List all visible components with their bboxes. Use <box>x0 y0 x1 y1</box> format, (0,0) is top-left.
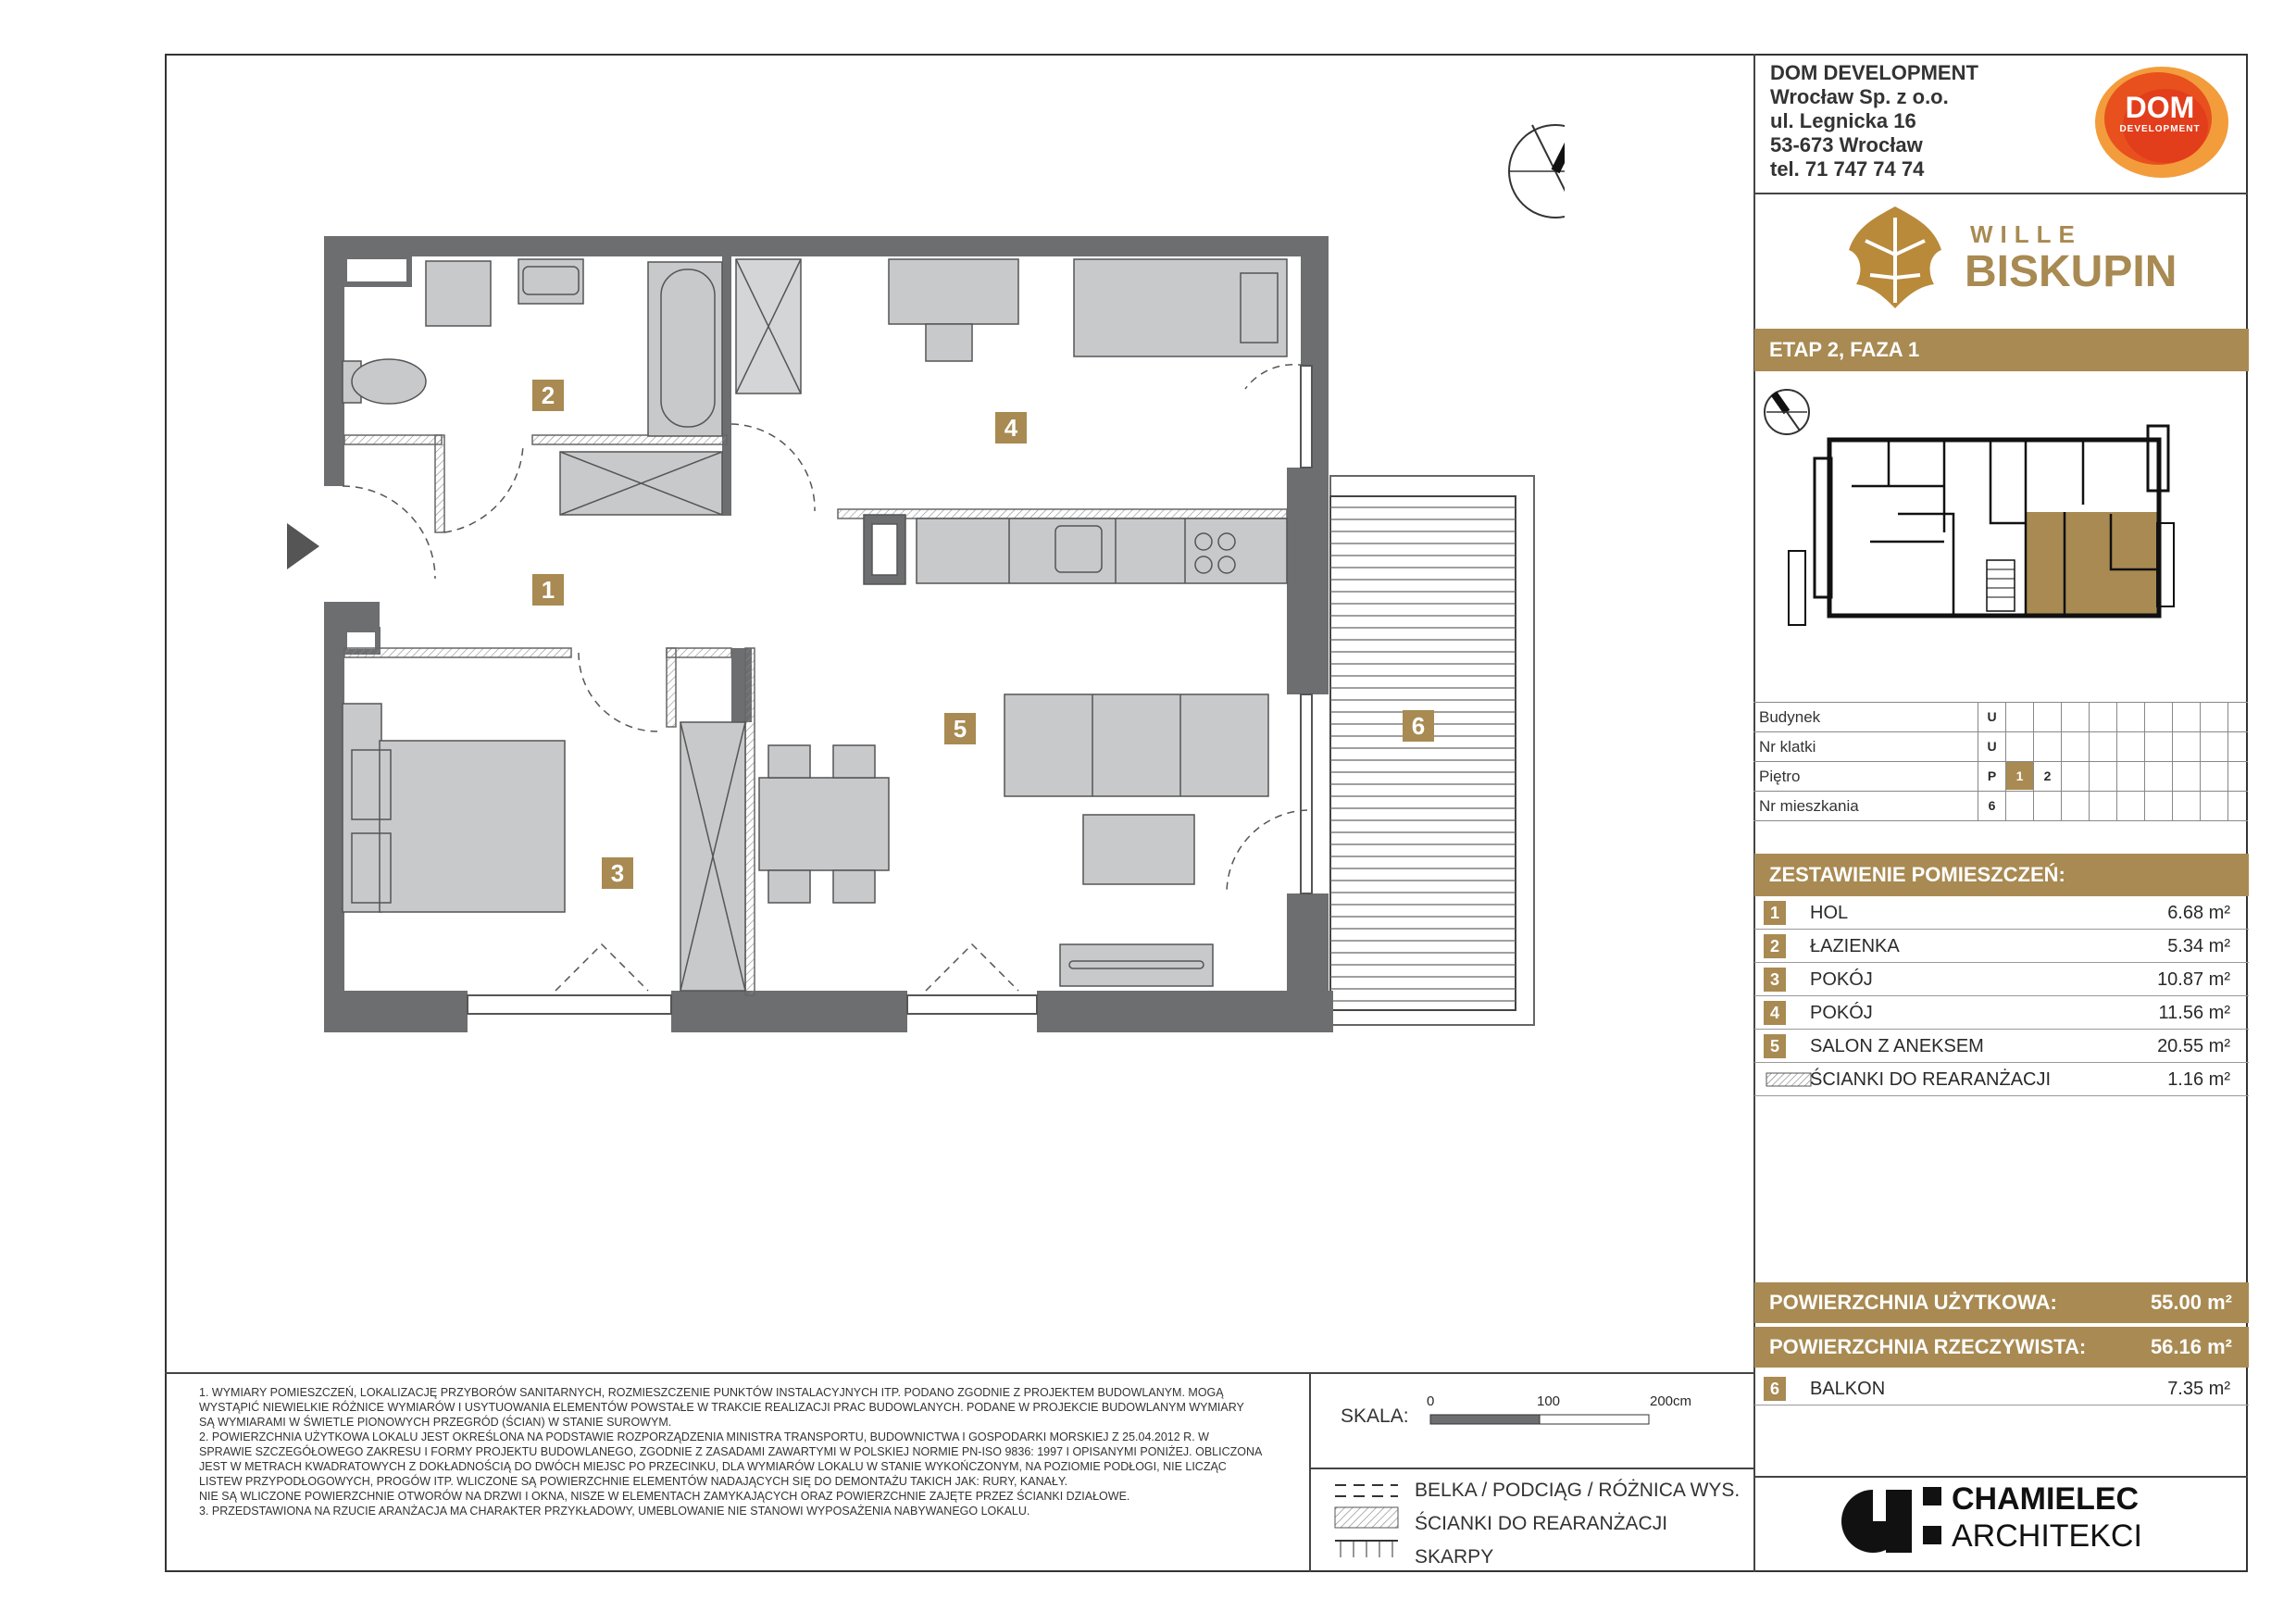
plan-marker-4: 4 <box>995 412 1027 443</box>
room-area: 7.35 m² <box>2167 1379 2230 1399</box>
info-cell-highlight: 1 <box>2005 762 2033 790</box>
real-area-bar <box>1754 1327 2249 1368</box>
rooms-header: ZESTAWIENIE POMIESZCZEŃ: <box>1754 854 2249 896</box>
info-cell: 6 <box>1978 792 2005 819</box>
room-area: 6.68 m² <box>2167 903 2230 923</box>
room-row <box>1754 930 2249 963</box>
room-number: 3 <box>1764 968 1786 992</box>
notes <box>199 1385 1264 1518</box>
notes-divider <box>165 1372 1753 1374</box>
project-logo-top: WILLE <box>1970 220 2082 248</box>
info-grid-line <box>2227 702 2228 820</box>
room-name: SALON Z ANEKSEM <box>1810 1036 1984 1056</box>
room-area: 11.56 m² <box>2158 1003 2230 1023</box>
room-number: 5 <box>1764 1034 1786 1058</box>
usable-area-bar <box>1754 1282 2249 1323</box>
note-line: SĄ WYMIARAMI W ŚWIETLE PIONOWYCH PRZEGRÓD (ŚCIAN) W STANIE SUROWYM. <box>199 1416 672 1429</box>
room-row <box>1754 1063 2249 1096</box>
note-line: SPRAWIE SZCZEGÓŁOWEGO ZAKRESU I FORMY PROJEKTU BUDOWLANEGO, ZGODNIE Z ZASADAMI ZAWARTYMI W POLSKIEJ NORMIE PN-ISO 9836: 1997 I OPISANYMI PONIŻEJ. OBLICZONA <box>199 1445 1263 1458</box>
plan-marker-2: 2 <box>532 380 564 411</box>
scale-label: SKALA: <box>1341 1405 1409 1427</box>
logo-square <box>1923 1526 1941 1544</box>
note-line: LISTEW PRZYPODŁOGOWYCH, PROGÓW ITP. WLICZONE SĄ POWIERZCHNIE ELEMENTÓW NADAJĄCYCH SIĘ DO DEMONTAŻU TAKICH JAK: RURY, KANAŁY. <box>199 1475 1068 1488</box>
dom-logo-subtext: DEVELOPMENT <box>2119 124 2201 134</box>
architect-divider <box>1753 1476 2248 1478</box>
legend-skarpy: SKARPY <box>1415 1546 1494 1568</box>
usable-area-value: 55.00 m² <box>2150 1291 2232 1314</box>
note-line: NIE SĄ WLICZONE POWIERZCHNIE OTWORÓW NA DRZWI I OKNA, NISZE W ELEMENTACH ZAMYKAJĄCYCH ORAZ POWIERZCHNIE ZAJĘTE PRZEZ ŚCIANKI DZIAŁOWE. <box>199 1490 1130 1503</box>
info-grid-line <box>2200 702 2201 820</box>
hatch-icon <box>1766 1072 1812 1087</box>
stage-bar: ETAP 2, FAZA 1 <box>1754 329 2249 371</box>
company-city: 53-673 Wrocław <box>1770 133 1923 156</box>
logo-square <box>1923 1487 1941 1505</box>
info-label-pietro: Piętro <box>1759 768 1801 785</box>
legend-hatch: ŚCIANKI DO REARANŻACJI <box>1415 1513 1668 1534</box>
info-cell: P <box>1978 762 2005 790</box>
room-name: BALKON <box>1810 1379 1886 1399</box>
info-cell: 2 <box>2033 762 2061 790</box>
room-name: HOL <box>1810 903 1849 923</box>
hatch-icon <box>1335 1507 1398 1528</box>
room-row <box>1754 996 2249 1030</box>
info-grid-line <box>2172 702 2173 820</box>
info-grid-line <box>2116 702 2117 820</box>
scale-tick-200: 200cm <box>1650 1393 1692 1409</box>
info-cell: U <box>1978 732 2005 760</box>
room-area: 1.16 m² <box>2167 1069 2230 1090</box>
project-logo-bottom: BISKUPIN <box>1965 247 2177 296</box>
info-label-klatka: Nr klatki <box>1759 738 1816 756</box>
architect-line1: CHAMIELEC <box>1952 1481 2140 1517</box>
plan-marker-1: 1 <box>532 574 564 606</box>
scale-divider <box>1309 1372 1311 1572</box>
legend-icons <box>1333 1480 1400 1563</box>
legend-divider <box>1309 1468 1753 1469</box>
note-line: 1. WYMIARY POMIESZCZEŃ, LOKALIZACJĘ PRZYBORÓW SANITARNYCH, ROZMIESZCZENIE PUNKTÓW INSTALACYJNYCH ITP. PODANO ZGODNIE Z PROJEKTEM BUDOWLANYM. MOGĄ <box>199 1386 1224 1399</box>
room-number: 1 <box>1764 901 1786 925</box>
note-line: 2. POWIERZCHNIA UŻYTKOWA LOKALU JEST OKREŚLONA NA PODSTAWIE ROZPORZĄDZENIA MINISTRA TRANSPORTU, BUDOWNICTWA I GOSPODARKI MORSKIEJ Z 25.04.2012 R. W <box>199 1430 1209 1443</box>
room-area: 10.87 m² <box>2157 969 2230 990</box>
info-grid-line <box>2061 702 2062 820</box>
divider <box>1753 193 2248 194</box>
usable-area-label: POWIERZCHNIA UŻYTKOWA: <box>1769 1291 2057 1314</box>
balcony-row <box>1754 1372 2249 1405</box>
dashed-lines-icon <box>1335 1485 1398 1496</box>
room-name: POKÓJ <box>1810 1003 1873 1023</box>
company-phone: tel. 71 747 74 74 <box>1770 157 1925 181</box>
skarpy-icon <box>1335 1541 1398 1557</box>
plan-marker-6: 6 <box>1403 710 1434 742</box>
room-number: 6 <box>1764 1377 1786 1401</box>
info-table-line <box>1753 820 2248 821</box>
info-grid-line <box>2005 702 2006 820</box>
plan-marker-3: 3 <box>602 857 633 889</box>
company-name: DOM DEVELOPMENT <box>1770 61 1978 84</box>
room-area: 20.55 m² <box>2157 1036 2230 1056</box>
room-area: 5.34 m² <box>2167 936 2230 956</box>
oak-leaf-icon <box>1838 199 1953 315</box>
room-row <box>1754 896 2249 930</box>
scale-tick-0: 0 <box>1427 1393 1435 1409</box>
real-area-label: POWIERZCHNIA RZECZYWISTA: <box>1769 1335 2087 1358</box>
company-address <box>1770 61 1978 181</box>
plan-marker-5: 5 <box>944 713 976 744</box>
floor-plan <box>268 111 1565 1046</box>
scale-tick-100: 100 <box>1537 1393 1561 1409</box>
room-name: POKÓJ <box>1810 969 1873 990</box>
room-name: ŚCIANKI DO REARANŻACJI <box>1810 1069 2052 1090</box>
note-line: WYSTĄPIĆ NIEWIELKIE RÓŻNICE WYMIARÓW I USYTUOWANIA ELEMENTÓW POWSTAŁE W TRAKCIE REALIZACJI PRAC BUDOWLANYCH. PODANE W PROJEKCIE BUDOWLANYM WYMIARY <box>199 1401 1244 1414</box>
room-row <box>1754 1030 2249 1063</box>
room-number: 2 <box>1764 934 1786 958</box>
chamielec-logo-icon <box>1838 1486 1921 1555</box>
info-cell: U <box>1978 703 2005 731</box>
legend-beam: BELKA / PODCIĄG / RÓŻNICA WYS. <box>1415 1480 1741 1501</box>
room-row <box>1754 963 2249 996</box>
company-line2: Wrocław Sp. z o.o. <box>1770 85 1949 108</box>
info-label-budynek: Budynek <box>1759 708 1821 726</box>
dom-logo-text: DOM <box>2125 91 2195 124</box>
info-label-mieszkanie: Nr mieszkania <box>1759 797 1859 815</box>
note-line: JEST W METRACH KWADRATOWYCH Z DOKŁADNOŚCIĄ DO DWÓCH MIEJSC PO PRZECINKU, DLA WYMIARÓW LOKALU W STANIE WYKOŃCZONYM, NA POZIOMIE PODŁOGI, NIE LICZĄC <box>199 1460 1227 1473</box>
room-name: ŁAZIENKA <box>1810 936 1900 956</box>
key-plan <box>1759 375 2245 690</box>
real-area-value: 56.16 m² <box>2150 1335 2232 1358</box>
room-number: 4 <box>1764 1001 1786 1025</box>
info-grid-line <box>2033 702 2034 820</box>
company-street: ul. Legnicka 16 <box>1770 109 1916 132</box>
note-line: 3. PRZEDSTAWIONA NA RZUCIE ARANŻACJA MA CHARAKTER PRZYKŁADOWY, UMEBLOWANIE NIE STANOWI WYPOSAŻENIA NABYWANEGO LOKALU. <box>199 1505 1030 1518</box>
scale-bar <box>1426 1411 1657 1430</box>
architect-line2: ARCHITEKCI <box>1952 1518 2142 1554</box>
info-grid-line <box>2089 702 2090 820</box>
info-grid-line <box>2144 702 2145 820</box>
